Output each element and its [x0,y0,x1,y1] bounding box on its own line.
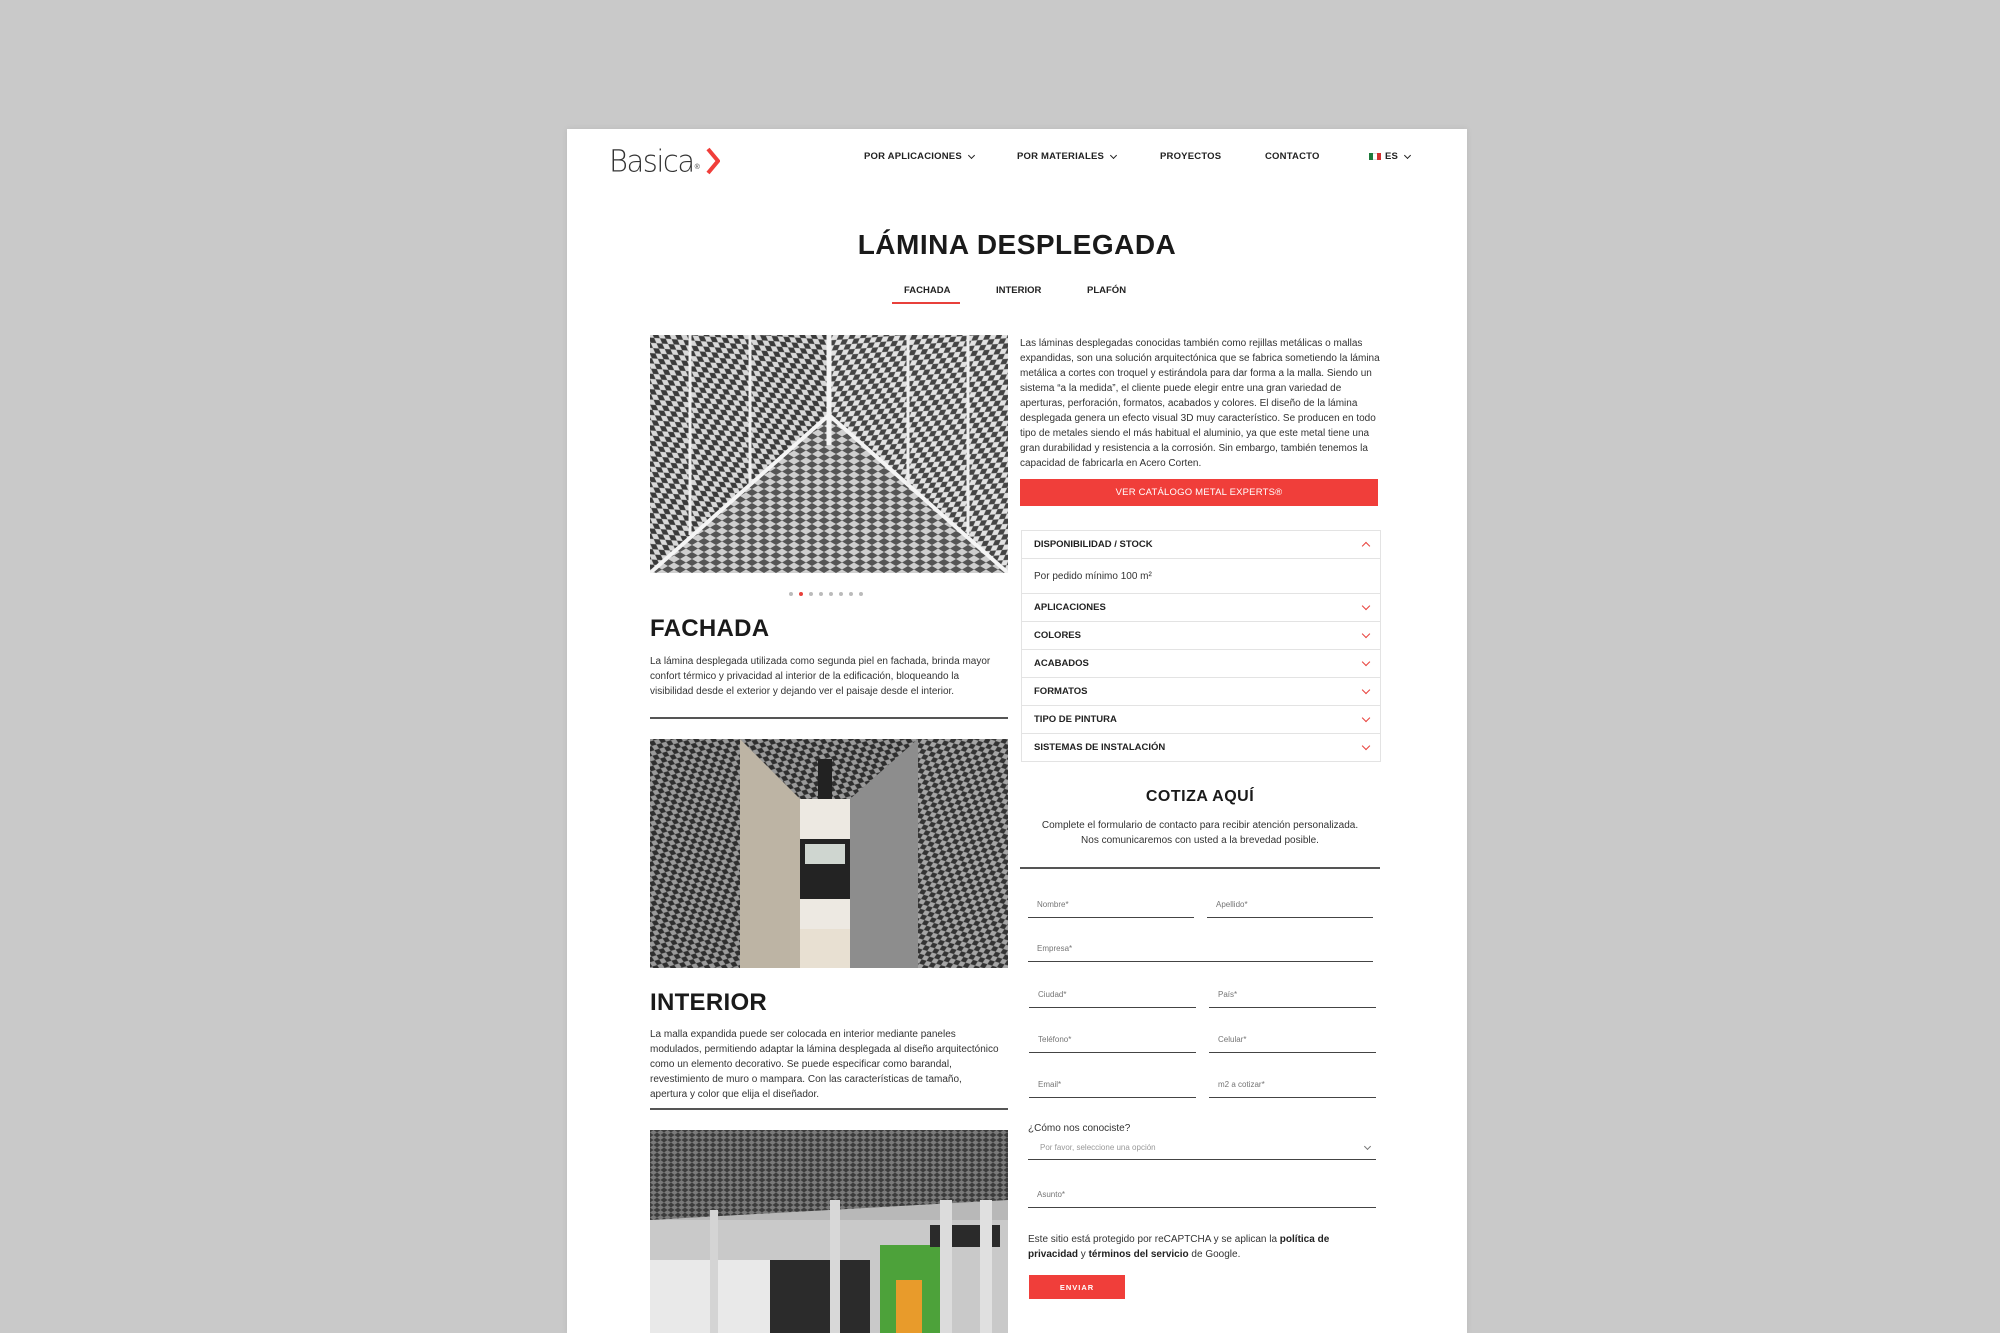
interior-corridor-photo [650,739,1008,968]
section-title-fachada: FACHADA [650,615,770,642]
chevron-down-icon [1110,151,1117,158]
telefono-input[interactable] [1038,1035,1196,1044]
empresa-field[interactable] [1028,934,1373,962]
accordion-header-disponibilidad[interactable] [1022,531,1380,559]
section-title-interior: INTERIOR [650,989,768,1016]
chevron-down-icon [1362,630,1370,638]
carousel-dot[interactable] [859,592,863,596]
chevron-up-icon [1362,542,1370,550]
section-text-fachada: La lámina desplegada utilizada como segunda piel en fachada, brinda mayor confort térmico y privacidad al interior de la edificación, bloqueando la visibilidad desde el exterior y dejando ver el paisaje desde el interior. [650,656,991,697]
apellido-input[interactable] [1216,900,1373,909]
catalog-button[interactable]: VER CATÁLOGO METAL EXPERTS® [1020,479,1378,506]
accordion-header-formatos[interactable] [1022,678,1380,706]
recaptcha-notice [1028,1232,1380,1262]
chevron-down-icon [1362,686,1370,694]
section-text-interior: La malla expandida puede ser colocada en interior mediante paneles modulados, permitiendo adaptar la lámina desplegada al diseño arquitectónico como un elemento decorativo. Se puede especificar como barandal, revestimiento de muro o mampara. Con las características de tamaño, apertura y color que elija el diseñador. [650,1029,999,1100]
recaptcha-text: de Google. [1188,1249,1241,1260]
accordion-title: TIPO DE PINTURA [1034,714,1117,725]
m2-field[interactable] [1209,1070,1376,1098]
celular-input[interactable] [1218,1035,1376,1044]
tab-plafon[interactable]: PLAFÓN [1087,285,1127,296]
carousel-dot[interactable] [799,592,803,596]
chevron-down-icon [1362,714,1370,722]
tab-interior[interactable]: INTERIOR [996,285,1042,296]
chevron-down-icon [968,151,975,158]
telefono-field[interactable] [1029,1025,1196,1053]
carousel-dot[interactable] [809,592,813,596]
section-tabs [567,285,1467,315]
chevron-down-icon [1364,1142,1371,1149]
ciudad-input[interactable] [1038,990,1196,999]
nombre-input[interactable] [1037,900,1194,909]
privacy-policy-link[interactable]: política de privacidad [1028,1234,1330,1260]
carousel-dot[interactable] [819,592,823,596]
active-tab-indicator [892,302,960,304]
accordion-header-sistemas-de-instalacion[interactable] [1022,734,1380,761]
chevron-down-icon [1362,658,1370,666]
carousel-dot[interactable] [839,592,843,596]
accordion-header-aplicaciones[interactable] [1022,594,1380,622]
apellido-field[interactable] [1207,890,1373,918]
accordion-header-acabados[interactable] [1022,650,1380,678]
nombre-field[interactable] [1028,890,1194,918]
accordion-title: SISTEMAS DE INSTALACIÓN [1034,742,1166,753]
fachada-carousel-image[interactable] [650,335,1008,573]
language-selector[interactable] [1369,151,1410,162]
m2-input[interactable] [1218,1080,1376,1089]
language-label: ES [1385,151,1399,162]
specs-accordion [1021,530,1381,762]
carousel-pagination [789,592,863,596]
logo-text: Basica [609,143,694,179]
recaptcha-text: y [1078,1249,1089,1260]
tab-fachada[interactable]: FACHADA [904,285,951,296]
how-did-you-hear-select[interactable] [1028,1136,1376,1160]
web-page [567,129,1467,1333]
carousel-dot[interactable] [789,592,793,596]
accordion-title: APLICACIONES [1034,602,1106,613]
interior-image [650,739,1008,968]
chevron-down-icon [1362,742,1370,750]
asunto-input[interactable] [1037,1190,1376,1199]
email-input[interactable] [1038,1080,1196,1089]
accordion-title: DISPONIBILIDAD / STOCK [1034,539,1153,550]
carousel-dot[interactable] [829,592,833,596]
divider [650,1108,1008,1110]
page-title: LÁMINA DESPLEGADA [857,229,1177,260]
asunto-field[interactable] [1028,1180,1376,1208]
main-nav [567,151,1467,171]
accordion-content: Por pedido mínimo 100 m² [1022,559,1380,594]
nav-label: POR APLICACIONES [864,151,962,162]
empresa-input[interactable] [1037,944,1373,953]
mesh-facade-photo [650,335,1008,573]
accordion-title: FORMATOS [1034,686,1088,697]
accordion-header-tipo-de-pintura[interactable] [1022,706,1380,734]
recaptcha-text: Este sitio está protegido por reCAPTCHA y se aplican la [1028,1234,1280,1245]
nav-label: PROYECTOS [1160,151,1222,162]
select-placeholder: Por favor, seleccione una opción [1040,1143,1156,1152]
accordion-header-colores[interactable] [1022,622,1380,650]
plafon-image [650,1130,1008,1333]
nav-item-por-materiales[interactable] [1017,151,1116,162]
pais-input[interactable] [1218,990,1376,999]
nav-item-proyectos[interactable] [1160,151,1221,162]
divider [650,717,1008,719]
site-header [567,129,1467,189]
how-did-you-hear-label: ¿Cómo nos conociste? [1028,1123,1131,1134]
quote-description: Complete el formulario de contacto para recibir atención personalizada. Nos comunicaremos con usted a la brevedad posible. [1041,820,1359,846]
carousel-dot[interactable] [849,592,853,596]
nav-label: CONTACTO [1265,151,1320,162]
chevron-down-icon [1404,151,1411,158]
nav-item-por-aplicaciones[interactable] [864,151,974,162]
celular-field[interactable] [1209,1025,1376,1053]
nav-label: POR MATERIALES [1017,151,1105,162]
intro-text: Las láminas desplegadas conocidas también como rejillas metálicas o mallas expandidas, son una solución arquitectónica que se fabrica sometiendo la lámina metálica a cortes con troquel y estirándola para dar forma a la malla. Siendo un sistema “a la medida”, el cliente puede elegir entre una gran variedad de aperturas, perforación, formatos, acabados y colores. El diseño de la lámina desplegada genera un efecto visual 3D muy característico. Se producen en todo tipo de metales siendo el más habitual el aluminio, ya que este metal tiene una gran durabilidad y resistencia a la corrosión. Sin embargo, también tenemos la capacidad de fabricarla en Acero Corten. [1020,338,1380,469]
chevron-down-icon [1362,602,1370,610]
nav-item-contacto[interactable] [1265,151,1320,162]
terms-of-service-link[interactable]: términos del servicio [1088,1249,1189,1260]
accordion-title: ACABADOS [1034,658,1089,669]
email-field[interactable] [1029,1070,1196,1098]
divider [1020,867,1380,869]
ciudad-field[interactable] [1029,980,1196,1008]
logo-registered-mark: ® [694,163,700,171]
plafon-hall-photo [650,1130,1008,1333]
send-button[interactable]: ENVIAR [1029,1275,1125,1299]
pais-field[interactable] [1209,980,1376,1008]
mexico-flag-icon [1369,153,1381,160]
quote-title: COTIZA AQUÍ [1145,788,1255,805]
accordion-title: COLORES [1034,630,1081,641]
